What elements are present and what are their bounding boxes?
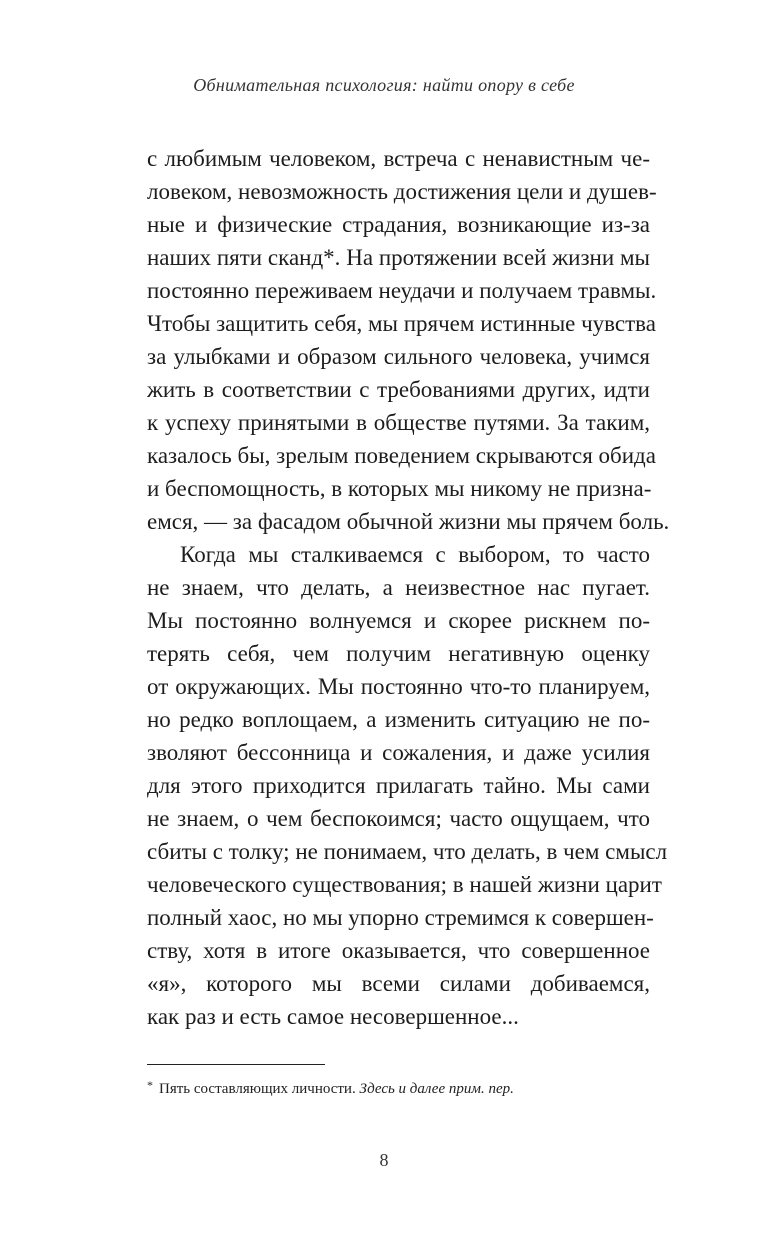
text-line: от окружающих. Мы постоянно что-то планируем, — [147, 674, 650, 699]
paragraph-2 — [147, 538, 668, 1033]
paragraph-1 — [147, 142, 670, 538]
text-line: за улыбками и образом сильного человека, учимся — [147, 344, 650, 369]
text-line: не знаем, о чем беспокоимся; часто ощущаем, что — [147, 806, 650, 831]
text-line: ловеком, невозможность достижения цели и душев- — [147, 179, 657, 204]
text-line: емся, — за фасадом обычной жизни мы прячем боль. — [147, 509, 670, 534]
text-line: терять себя, чем получим негативную оценку — [147, 641, 650, 666]
text-line: жить в соответствии с требованиями других, идти — [147, 377, 650, 402]
footnote-text: Пять составляющих личности. — [159, 1081, 356, 1097]
text-line: но редко воплощаем, а изменить ситуацию не по- — [147, 707, 650, 732]
text-line: зволяют бессонница и сожаления, и даже усилия — [147, 740, 650, 765]
text-line: к успеху принятыми в обществе путями. За таким, — [147, 410, 650, 435]
text-line: ные и физические страдания, возникающие из-за — [147, 212, 650, 237]
text-line: человеческого существования; в нашей жизни царит — [147, 872, 662, 897]
text-line: Мы постоянно волнуемся и скорее рискнем по- — [147, 608, 650, 633]
text-line: и беспомощность, в которых мы никому не призна- — [147, 476, 652, 501]
text-line: Чтобы защитить себя, мы прячем истинные чувства — [147, 311, 656, 336]
page-number: 8 — [379, 1150, 389, 1170]
footnote-italic-text: Здесь и далее прим. пер. — [359, 1081, 514, 1097]
footnote-mark: * — [147, 1078, 153, 1092]
text-line: как раз и есть самое несовершенное... — [147, 1004, 519, 1029]
text-line: «я», которого мы всеми силами добиваемся, — [147, 971, 650, 996]
text-line: казалось бы, зрелым поведением скрываются обида — [147, 443, 656, 468]
text-line: для этого приходится прилагать тайно. Мы сами — [147, 773, 650, 798]
footnote — [147, 1078, 514, 1098]
text-line: сбиты с толку; не понимаем, что делать, в чем смысл — [147, 839, 668, 864]
text-line: не знаем, что делать, а неизвестное нас пугает. — [147, 575, 650, 600]
text-line: ству, хотя в итоге оказывается, что совершенное — [147, 938, 650, 963]
body-text — [147, 142, 670, 1033]
text-line: Когда мы сталкиваемся с выбором, то часто — [180, 542, 650, 567]
text-line: с любимым человеком, встреча с ненавистным че- — [147, 146, 650, 171]
text-line: полный хаос, но мы упорно стремимся к совершен- — [147, 905, 654, 930]
running-header: Обнимательная психология: найти опору в себе — [193, 75, 575, 95]
text-line: постоянно переживаем неудачи и получаем травмы. — [147, 278, 657, 303]
text-line: наших пяти сканд*. На протяжении всей жизни мы — [147, 245, 650, 270]
footnote-divider — [147, 1064, 325, 1065]
